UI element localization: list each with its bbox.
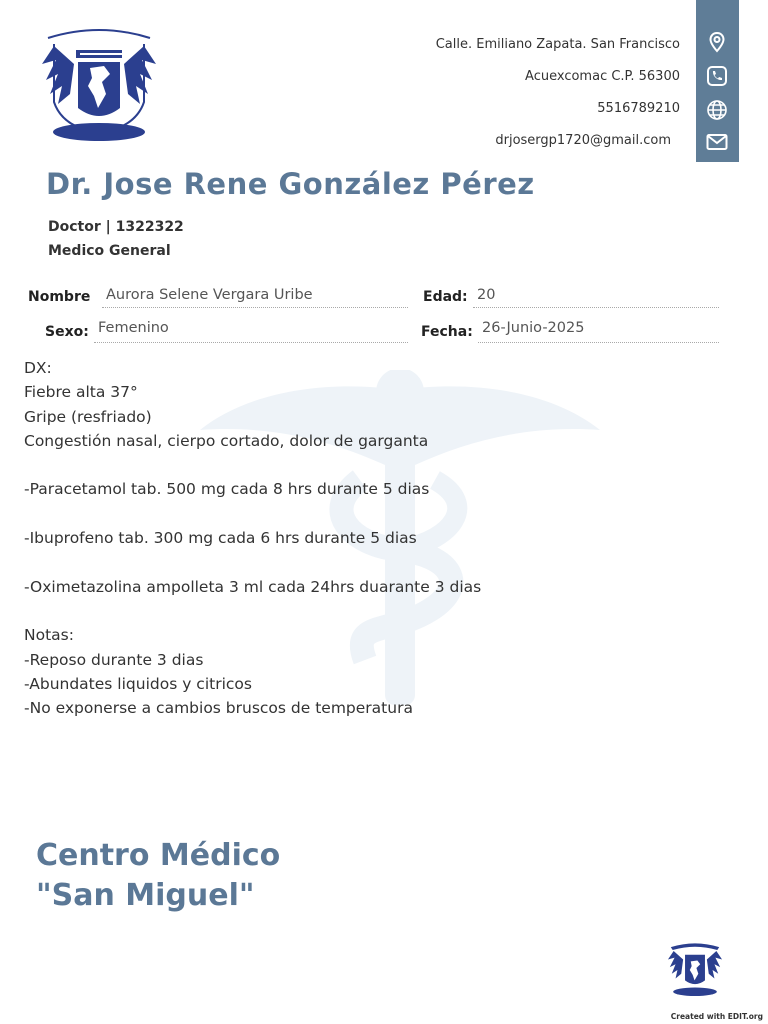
patient-age-value: 20 bbox=[477, 287, 496, 303]
globe-icon bbox=[705, 98, 729, 122]
phone-icon bbox=[705, 64, 729, 88]
mail-icon bbox=[705, 130, 729, 154]
unam-crest-small-icon bbox=[667, 940, 723, 998]
prescription-line: -Oximetazolina ampolleta 3 ml cada 24hrs duarante 3 dias bbox=[24, 577, 482, 596]
prescription-spacer bbox=[24, 502, 684, 526]
unam-crest-icon bbox=[40, 24, 158, 144]
prescription-spacer bbox=[24, 550, 684, 574]
patient-name-value: Aurora Selene Vergara Uribe bbox=[106, 287, 313, 303]
patient-age-underline bbox=[473, 307, 719, 308]
patient-sex-underline bbox=[94, 342, 408, 343]
prescription-line: Gripe (resfriado) bbox=[24, 407, 152, 426]
prescription-line: DX: bbox=[24, 359, 52, 377]
prescription-spacer bbox=[24, 453, 684, 477]
clinic-name-line-2: "San Miguel" bbox=[36, 878, 255, 913]
doctor-specialty: Medico General bbox=[48, 243, 171, 259]
patient-name-underline bbox=[102, 307, 408, 308]
created-with-credit: Created with EDIT.org bbox=[670, 1012, 763, 1021]
address-line-1: Calle. Emiliano Zapata. San Francisco bbox=[435, 37, 680, 52]
prescription-line: -Reposo durante 3 dias bbox=[24, 650, 204, 669]
prescription-line: Fiebre alta 37° bbox=[24, 383, 138, 402]
prescription-line: -Paracetamol tab. 500 mg cada 8 hrs durante 5 dias bbox=[24, 480, 430, 499]
prescription-line: Congestión nasal, cierpo cortado, dolor de garganta bbox=[24, 431, 429, 450]
patient-sex-label: Sexo: bbox=[45, 324, 89, 340]
clinic-name-line-1: Centro Médico bbox=[36, 838, 281, 873]
contact-icon-bar bbox=[696, 0, 739, 162]
doctor-credential: Doctor | 1322322 bbox=[48, 219, 184, 235]
prescription-line: Notas: bbox=[24, 626, 74, 645]
address-line-2: Acuexcomac C.P. 56300 bbox=[525, 69, 680, 84]
prescription-line: -Abundates liquidos y citricos bbox=[24, 674, 252, 693]
date-value: 26-Junio-2025 bbox=[482, 320, 585, 336]
date-underline bbox=[478, 342, 719, 343]
doctor-name: Dr. Jose Rene González Pérez bbox=[46, 167, 535, 201]
prescription-body bbox=[24, 356, 684, 720]
email-address: drjosergp1720@gmail.com bbox=[495, 133, 671, 148]
patient-sex-value: Femenino bbox=[98, 320, 169, 336]
prescription-spacer bbox=[24, 599, 684, 623]
phone-number: 5516789210 bbox=[597, 101, 680, 116]
patient-name-label: Nombre bbox=[28, 289, 91, 305]
clinic-name bbox=[36, 836, 280, 916]
date-label: Fecha: bbox=[421, 324, 473, 340]
patient-age-label: Edad: bbox=[423, 289, 468, 305]
prescription-line: -Ibuprofeno tab. 300 mg cada 6 hrs durante 5 dias bbox=[24, 529, 417, 548]
prescription-line: -No exponerse a cambios bruscos de temperatura bbox=[24, 699, 413, 718]
location-pin-icon bbox=[705, 30, 729, 54]
